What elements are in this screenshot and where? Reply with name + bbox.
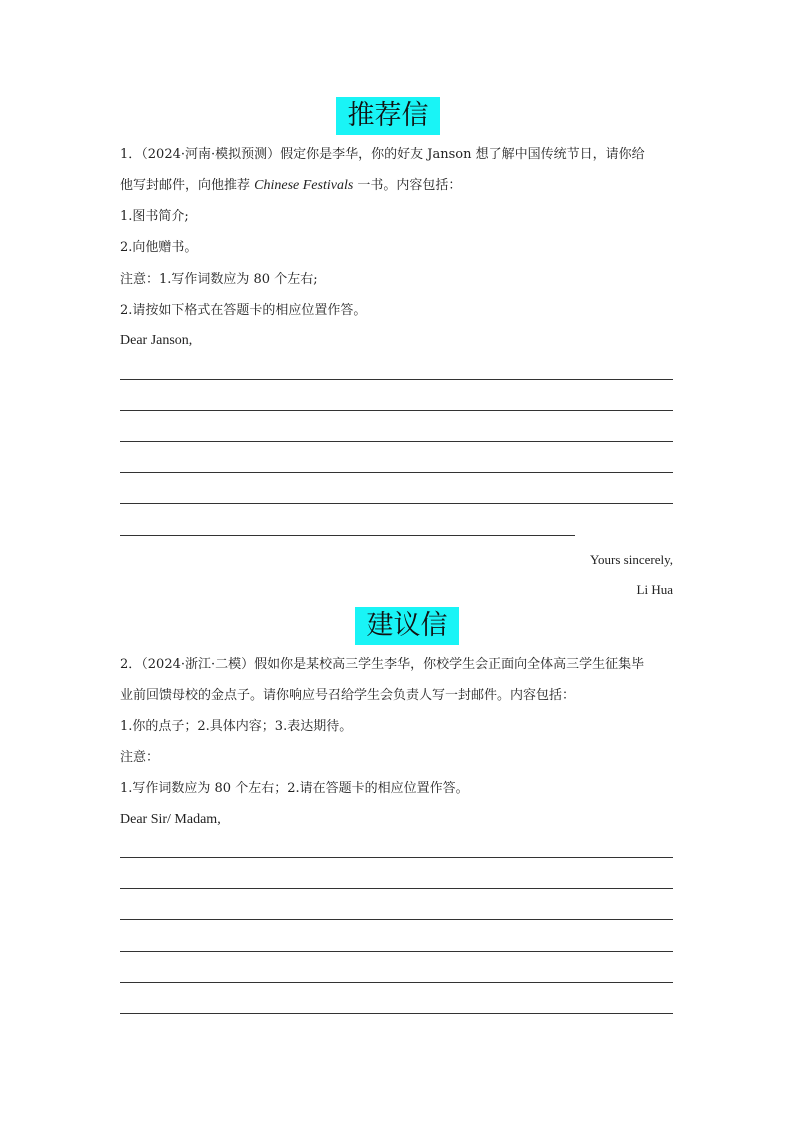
question-2-line-1 [120, 657, 644, 673]
question-1-text-a: 假定你是李华，你的好友 Janson 想了解中国传统节日，请你给 [280, 147, 645, 162]
section-heading-suggestion-letter: 建议信 [355, 607, 459, 645]
writing-line[interactable] [120, 379, 673, 380]
note-1: 注意：1.写作词数应为 80 个左右; [120, 272, 318, 287]
writing-line[interactable] [120, 857, 673, 858]
closing: Yours sincerely, [589, 552, 673, 567]
salutation: Dear Janson, [120, 333, 193, 348]
writing-line[interactable] [120, 441, 673, 442]
writing-line[interactable] [120, 503, 673, 504]
writing-line[interactable] [120, 410, 673, 411]
question-2-text-a: 假如你是某校高三学生李华，你校学生会正面向全体高三学生征集毕 [254, 657, 645, 672]
question-2-line-2: 业前回馈母校的金点子。请你响应号召给学生会负责人写一封邮件。内容包括： [120, 688, 576, 703]
section-heading-recommendation-letter: 推荐信 [336, 97, 440, 135]
writing-line[interactable] [120, 982, 673, 983]
question-1-line-2 [120, 178, 461, 194]
content-item-1: 1.图书简介; [120, 209, 189, 224]
writing-line[interactable] [120, 951, 673, 952]
note-label: 注意： [120, 750, 160, 765]
writing-line[interactable] [120, 919, 673, 920]
question-2-source: 2．（2024·浙江·二模） [120, 657, 255, 672]
writing-line[interactable] [120, 888, 673, 889]
salutation: Dear Sir/ Madam, [120, 812, 221, 827]
content-items: 1.你的点子；2.具体内容；3.表达期待。 [120, 719, 353, 734]
writing-line[interactable] [120, 1013, 673, 1014]
question-1-text-b-pre: 他写封邮件，向他推荐 [120, 178, 255, 193]
signature: Li Hua [636, 582, 673, 597]
question-1-source: 1．（2024·河南·模拟预测） [120, 147, 281, 162]
content-item-2: 2.向他赠书。 [120, 240, 198, 255]
question-1-text-b-post: 一书。内容包括： [353, 178, 462, 193]
book-title: Chinese Festivals [254, 178, 354, 193]
note-2: 2.请按如下格式在答题卡的相应位置作答。 [120, 303, 367, 318]
note-1: 1.写作词数应为 80 个左右；2.请在答题卡的相应位置作答。 [120, 781, 469, 796]
question-1-line-1 [120, 147, 645, 163]
writing-line[interactable] [120, 535, 575, 536]
writing-line[interactable] [120, 472, 673, 473]
